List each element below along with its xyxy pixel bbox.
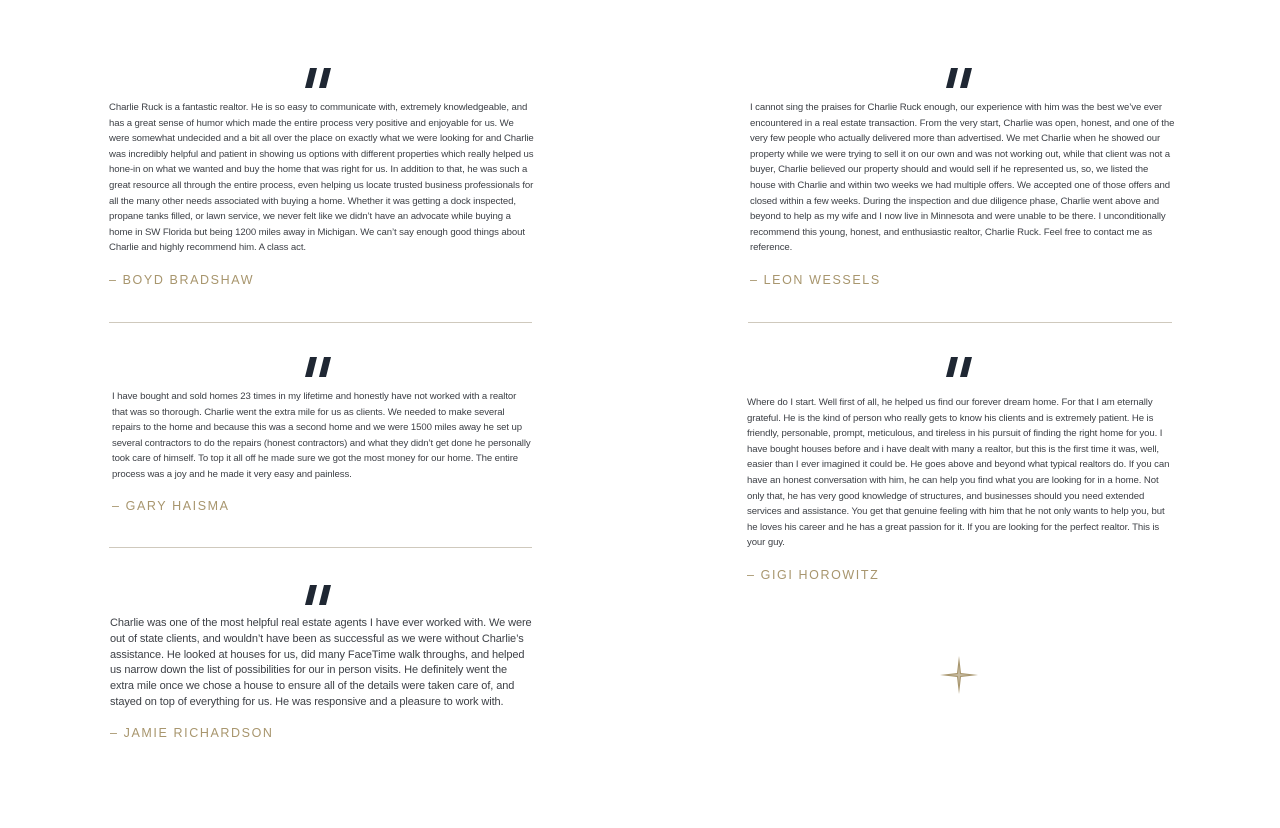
testimonial-author: – JAMIE RICHARDSON [110, 726, 274, 740]
testimonial-text: I cannot sing the praises for Charlie Ruck enough, our experience with him was the best we’ve ever encountered in a real estate transaction. From the very start, Charlie was open, honest, and one of the very few people who actually delivered more than advertised. We met Charlie when he showed our property while we were trying to sell it on our own and was not working out, while that client was not a buyer, Charlie believed our property should and would sell if he represented us, so, we listed the house with Charlie and within two weeks we had multiple offers. We accepted one of those offers and closed within a few weeks. During the inspection and due diligence phase, Charlie went above and beyond to help as my wife and I now live in Minnesota and were unable to be there. I unconditionally recommend this young, honest, and enthusiastic realtor, Charlie Ruck. Feel free to contact me as reference. [750, 102, 1175, 254]
testimonial-author: – GARY HAISMA [112, 499, 230, 513]
quote-mark-icon [305, 585, 355, 607]
four-point-star-icon [940, 656, 978, 699]
testimonial-text: I have bought and sold homes 23 times in my lifetime and honestly have not worked with a realtor that was so thorough. Charlie went the extra mile for us as clients. We needed to make several repairs to the home and because this was a second home and we were 1500 miles away he set up several contractors to do the repairs (honest contractors) and what they didn’t get done he personally took care of himself. To top it all off he made sure we got the most money for our home. The entire process was a joy and he made it very easy and painless. [112, 391, 531, 480]
testimonial-author: – LEON WESSELS [750, 273, 881, 287]
quote-mark-icon [305, 357, 355, 379]
testimonial-author: – GIGI HOROWITZ [747, 568, 880, 582]
divider [748, 322, 1172, 323]
divider [109, 322, 532, 323]
testimonial-text: Charlie Ruck is a fantastic realtor. He is so easy to communicate with, extremely knowledgeable, and has a great sense of humor which made the entire process very positive and enjoyable for us. We were somewhat undecided and a bit all over the place on exactly what we were looking for and Charlie was incredibly helpful and patient in showing us options with different properties which really helped us hone-in on what we wanted and buy the home that was right for us. In addition to that, he was such a great resource all through the entire process, even helping us locate trusted business professionals for all the many other needs associated with buying a home. Whether it was getting a dock inspected, propane tanks filled, or lawn service, we never felt like we didn’t have an advocate while buying a home in SW Florida but being 1200 miles away in Michigan. We can’t say enough good things about Charlie and highly recommend him. A class act. [109, 102, 534, 254]
testimonial-text: Where do I start. Well first of all, he helped us find our forever dream home. For that I am eternally grateful. He is the kind of person who really gets to know his clients and is extremely patient. He is friendly, personable, prompt, meticulous, and tireless in his pursuit of finding the right home for you. I have bought houses before and i have dealt with many a realtor, but this is the first time it was, well, easier than I ever imagined it could be. He goes above and beyond what typical realtors do. If you can have an honest conversation with him, he can help you find what you are looking for in a home. Not only that, he has very good knowledge of structures, and businesses should you need extended services and assistance. You get that genuine feeling with him that he not only wants to help you, but he loves his career and he has a great passion for it. If you are looking for the perfect realtor. This is your guy. [747, 397, 1170, 549]
quote-mark-icon [305, 68, 355, 90]
testimonial-text: Charlie was one of the most helpful real estate agents I have ever worked with. We were out of state clients, and wouldn’t have been as successful as we were without Charlie’s assistance. He looked at houses for us, did many FaceTime walk throughs, and helped us narrow down the list of possibilities for our in person visits. He definitely went the extra mile once we chose a house to ensure all of the details were taken care of, and stayed on top of everything for us. He was responsive and a pleasure to work with. [110, 617, 532, 708]
quote-mark-icon [946, 68, 996, 90]
divider [109, 547, 532, 548]
quote-mark-icon [946, 357, 996, 379]
testimonial-author: – BOYD BRADSHAW [109, 273, 255, 287]
